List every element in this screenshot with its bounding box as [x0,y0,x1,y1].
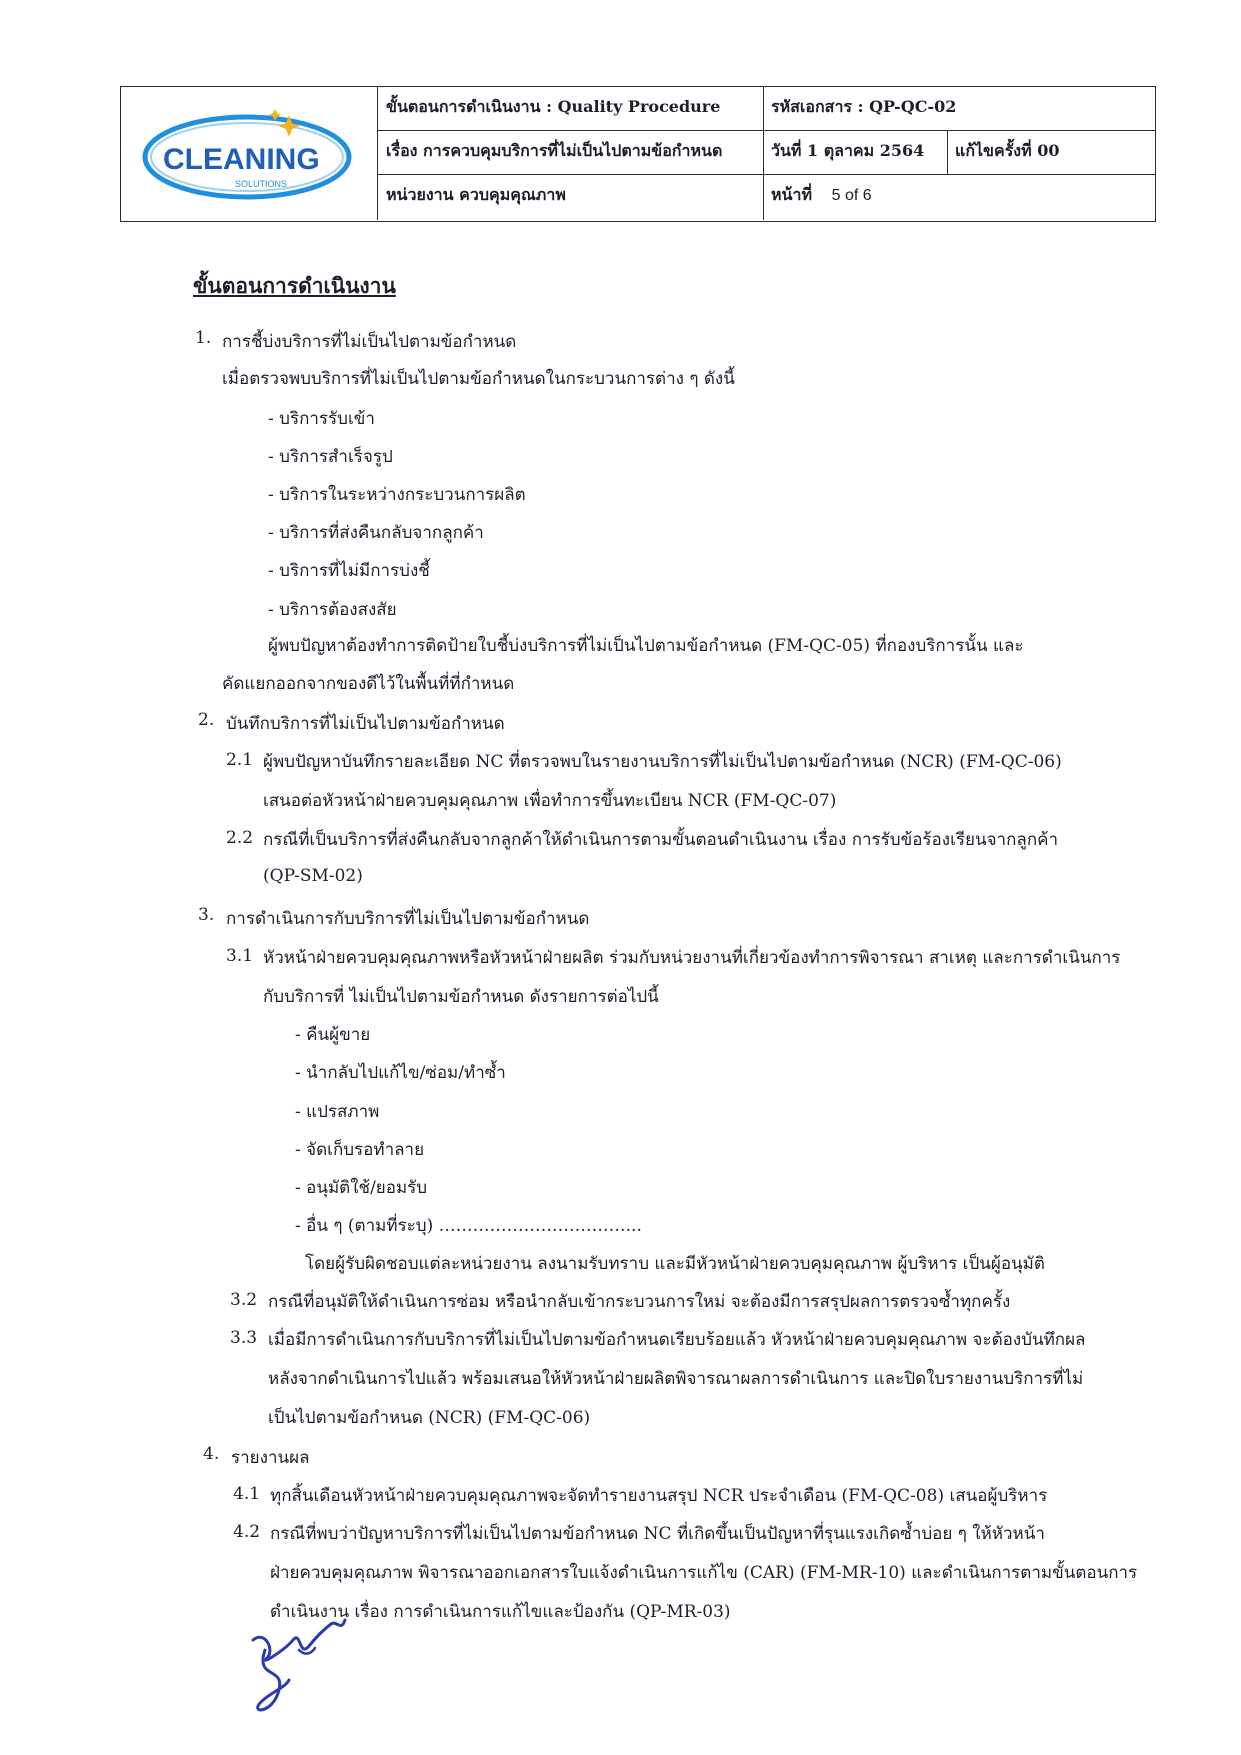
s3-1-text: หัวหน้าฝ่ายควบคุมคุณภาพหรือหัวหน้าฝ่ายผลิต ร่วมกับหน่วยงานที่เกี่ยวข้องทำการพิจารณา สาเหตุ และการดำเนินการ [263,948,1121,968]
document-subject: เรื่อง การควบคุมบริการที่ไม่เป็นไปตามข้อกำหนด [386,141,723,160]
s3-2-number: 3.2 [230,1290,258,1310]
section-title: ขั้นตอนการดำเนินงาน [193,273,396,298]
s2-number: 2. [198,710,215,730]
s2-title: บันทึกบริการที่ไม่เป็นไปตามข้อกำหนด [226,714,505,734]
s1-intro: เมื่อตรวจพบบริการที่ไม่เป็นไปตามข้อกำหนดในกระบวนการต่าง ๆ ดังนี้ [222,369,735,389]
s1-item: - บริการที่ไม่มีการบ่งชี้ [268,561,430,581]
department: หน่วยงาน ควบคุมคุณภาพ [386,185,566,204]
s2-2-text: (QP-SM-02) [263,866,363,886]
s1-item: - บริการสำเร็จรูป [268,447,393,467]
s4-title: รายงานผล [231,1448,310,1468]
s4-2-number: 4.2 [233,1522,261,1542]
header-row-2 [378,131,1155,175]
s1-item: - บริการรับเข้า [268,409,375,429]
s1-item: - บริการต้องสงสัย [268,600,397,620]
s3-item: - แปรสภาพ [295,1102,380,1122]
s3-item: - อนุมัติใช้/ยอมรับ [295,1178,428,1198]
s1-paragraph: คัดแยกออกจากของดีไว้ในพื้นที่ที่กำหนด [222,674,515,694]
s3-item: - อื่น ๆ (ตามที่ระบุ) ……………………………... [295,1216,642,1236]
s3-1-text: กับบริการที่ ไม่เป็นไปตามข้อกำหนด ดังรายการต่อไปนี้ [263,987,659,1007]
s2-2-number: 2.2 [226,828,254,848]
s4-1-number: 4.1 [233,1484,261,1504]
s3-item: - จัดเก็บรอทำลาย [295,1140,425,1160]
s1-title: การชี้บ่งบริการที่ไม่เป็นไปตามข้อกำหนด [222,332,517,352]
logo-text: CLEANING [163,143,320,176]
cleaning-logo [139,105,361,205]
s4-1-text: ทุกสิ้นเดือนหัวหน้าฝ่ายควบคุมคุณภาพจะจัดทำรายงานสรุป NCR ประจำเดือน (FM-QC-08) เสนอผู้บริหาร [270,1486,1048,1506]
procedure-label: ขั้นตอนการดำเนินงาน : Quality Procedure [386,97,721,116]
logo-cell [121,87,378,220]
s3-number: 3. [198,905,215,925]
page-number [763,175,1155,220]
s2-1-text: ผู้พบปัญหาบันทึกรายละเอียด NC ที่ตรวจพบในรายงานบริการที่ไม่เป็นไปตามข้อกำหนด (NCR) (FM-QC-06) [263,752,1062,772]
header-row-3 [378,175,1155,220]
s3-item: - คืนผู้ขาย [295,1025,371,1045]
s1-item: - บริการในระหว่างกระบวนการผลิต [268,485,526,505]
s1-paragraph: ผู้พบปัญหาต้องทำการติดป้ายใบชี้บ่งบริการที่ไม่เป็นไปตามข้อกำหนด (FM-QC-05) ที่กองบริการนั้น และ [268,636,1024,656]
s3-3-number: 3.3 [230,1328,258,1348]
document-code: รหัสเอกสาร : QP-QC-02 [771,97,957,116]
page-label: หน้าที่ [771,185,813,204]
s3-1-number: 3.1 [226,946,254,966]
s2-1-text: เสนอต่อหัวหน้าฝ่ายควบคุมคุณภาพ เพื่อทำการขึ้นทะเบียน NCR (FM-QC-07) [263,791,837,811]
handwritten-signature [245,1610,355,1720]
page-value: 5 of 6 [831,187,872,204]
logo-subtext: SOLUTIONS [235,179,288,189]
s1-item: - บริการที่ส่งคืนกลับจากลูกค้า [268,523,484,543]
s4-number: 4. [203,1444,220,1464]
s4-2-text: กรณีที่พบว่าปัญหาบริการที่ไม่เป็นไปตามข้อกำหนด NC ที่เกิดขึ้นเป็นปัญหาที่รุนแรงเกิดซ้ำบ่อย ๆ ให้หัวหน้า [270,1524,1045,1544]
s3-1-text: โดยผู้รับผิดชอบแต่ละหน่วยงาน ลงนามรับทราบ และมีหัวหน้าฝ่ายควบคุมคุณภาพ ผู้บริหาร เป็นผู้อนุมัติ [305,1254,1045,1274]
s1-number: 1. [195,328,212,348]
s2-2-text: กรณีที่เป็นบริการที่ส่งคืนกลับจากลูกค้าให้ดำเนินการตามขั้นตอนดำเนินงาน เรื่อง การรับข้อร้องเรียนจากลูกค้า [263,830,1059,850]
s3-3-text: เป็นไปตามข้อกำหนด (NCR) (FM-QC-06) [268,1408,591,1428]
s4-2-text: ดำเนินงาน เรื่อง การดำเนินการแก้ไขและป้องกัน (QP-MR-03) [270,1602,731,1622]
s3-2-text: กรณีที่อนุมัติให้ดำเนินการซ่อม หรือนำกลับเข้ากระบวนการใหม่ จะต้องมีการสรุปผลการตรวจซ้ำทุกครั้ง [268,1292,1011,1312]
document-header-table [120,86,1156,222]
s3-3-text: เมื่อมีการดำเนินการกับบริการที่ไม่เป็นไปตามข้อกำหนดเรียบร้อยแล้ว หัวหน้าฝ่ายควบคุมคุณภาพ จะต้องบันทึกผล [268,1330,1086,1350]
s3-3-text: หลังจากดำเนินการไปแล้ว พร้อมเสนอให้หัวหน้าฝ่ายผลิตพิจารณาผลการดำเนินการ และปิดใบรายงานบริการที่ไม่ [268,1369,1084,1389]
s2-1-number: 2.1 [226,750,254,770]
s4-2-text: ฝ่ายควบคุมคุณภาพ พิจารณาออกเอกสารใบแจ้งดำเนินการแก้ไข (CAR) (FM-MR-10) และดำเนินการตามขั้นตอนการ [270,1563,1138,1583]
s3-title: การดำเนินการกับบริการที่ไม่เป็นไปตามข้อกำหนด [226,909,590,929]
revision-number: แก้ไขครั้งที่ 00 [955,141,1060,160]
header-row-1 [378,87,1155,131]
document-date: วันที่ 1 ตุลาคม 2564 [771,141,925,160]
s3-item: - นำกลับไปแก้ไข/ซ่อม/ทำซ้ำ [295,1063,506,1083]
